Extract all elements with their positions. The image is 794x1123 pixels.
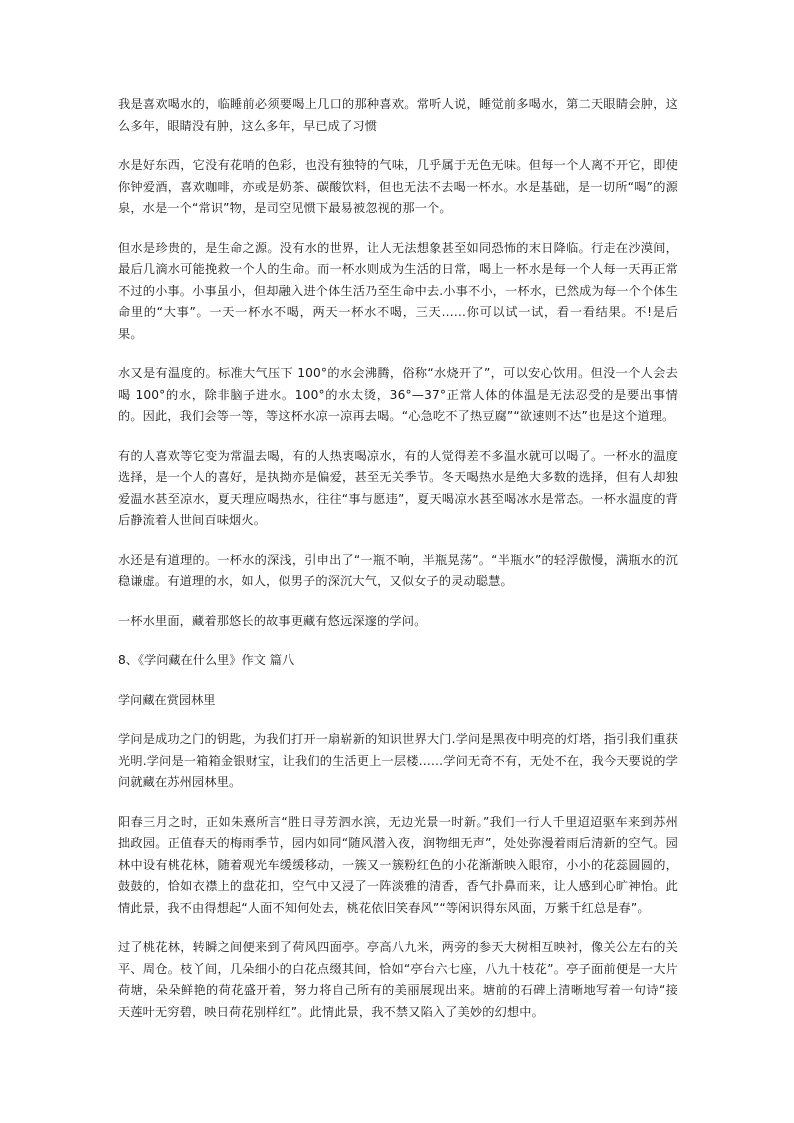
paragraph-water-preference: 有的人喜欢等它变为常温去喝，有的人热衷喝凉水，有的人觉得差不多温水就可以喝了。一杯水的温度选择，是一个人的喜好，是执拗亦是偏爱，甚至无关季节。冬天喝热水是绝大多数的选择，但有人却独爱温水甚至凉水，夏天理应喝热水，往往“事与愿违”，夏天喝凉水甚至喝冰水是常态。一杯水温度的背后静流着人世间百味烟火。 bbox=[118, 448, 678, 527]
paragraph-water-reason: 水还是有道理的。一杯水的深浅，引申出了“一瓶不响，半瓶晃荡”。“半瓶水”的轻浮傲慢，满瓶水的沉稳谦虚。有道理的水，如人，似男子的深沉大气，又似女子的灵动聪慧。 bbox=[118, 552, 678, 588]
paragraph-lotus-pavilion: 过了桃花林，转瞬之间便来到了荷风四面亭。亭高八九米，两旁的参天大树相互映衬，像关公左右的关平、周仓。枝丫间，几朵细小的白花点缀其间，恰如“亭台六七座，八九十枝花”。亭子面前便是一大片荷塘，朵朵鲜艳的荷花盛开着，努力将自己所有的美丽展现出来。塘前的石碑上清晰地写着一句诗“接天莲叶无穷碧，映日荷花别样红”。此情此景，我不禁又陷入了美妙的幻想中。 bbox=[118, 940, 678, 1019]
document-page bbox=[118, 94, 678, 1023]
paragraph-water-precious: 但水是珍贵的，是生命之源。没有水的世界，让人无法想象甚至如同恐怖的末日降临。行走在沙漠间，最后几滴水可能挽救一个人的生命。而一杯水则成为生活的日常，喝上一杯水是每一个人每一天再正常不过的小事。小事虽小，但却融入进个体生活乃至生命中去.小事不小，一杯水，已然成为每一个个体生命里的“大事”。一天一杯水不喝，两天一杯水不喝，三天……你可以试一试，看一看结果。不!是后果。 bbox=[118, 240, 678, 341]
paragraph-learning-intro: 学问是成功之门的钥匙，为我们打开一扇崭新的知识世界大门.学问是黑夜中明亮的灯塔，指引我们重获光明.学问是一箱箱金银财宝，让我们的生活更上一层楼……学问无奇不有，无处不在，我今天要说的学问就藏在苏州园林里。 bbox=[118, 732, 678, 789]
paragraph-habit: 我是喜欢喝水的，临睡前必须要喝上几口的那种喜欢。常听人说，睡觉前多喝水，第二天眼睛会肿，这么多年，眼睛没有肿，这么多年，早已成了习惯 bbox=[118, 97, 678, 133]
paragraph-peach-garden: 阳春三月之时，正如朱熹所言“胜日寻芳泗水滨，无边光景一时新。”我们一行人千里迢迢驱车来到苏州拙政园。正值春天的梅雨季节，园内如同“随风潜入夜，润物细无声”，处处弥漫着雨后清新的空气。园林中设有桃花林，随着观光车缓缓移动，一簇又一簇粉红色的小花渐渐映入眼帘，小小的花蕊圆圆的，鼓鼓的，恰如衣襟上的盘花扣，空气中又浸了一阵淡雅的清香，香气扑鼻而来，让人感到心旷神怡。此情此景，我不由得想起“人面不知何处去，桃花依旧笑春风”“等闲识得东风面，万紫千红总是春”。 bbox=[118, 814, 678, 915]
paragraph-water-temperature: 水又是有温度的。标准大气压下 100°的水会沸腾，俗称“水烧开了”，可以安心饮用。但没一个人会去喝 100°的水，除非脑子进水。100°的水太烫，36°—37°正常人体的体温是无法忍受的是要出事情的。因此，我们会等一等，等这杯水凉一凉再去喝。“心急吃不了热豆腐”“欲速则不达”也是这个道理。 bbox=[118, 366, 678, 423]
essay-title: 学问藏在赏园林里 bbox=[118, 692, 216, 707]
section-heading: 8、《学问藏在什么里》作文 篇八 bbox=[118, 653, 295, 667]
paragraph-water-conclusion: 一杯水里面，藏着那悠长的故事更藏有悠远深邃的学问。 bbox=[118, 613, 427, 628]
paragraph-water-good: 水是好东西，它没有花哨的色彩，也没有独特的气味，几乎属于无色无味。但每一个人离不开它，即使你钟爱酒，喜欢咖啡，亦或是奶茶、碳酸饮料，但也无法不去喝一杯水。水是基础，是一切所“喝”的源泉，水是一个“常识”物，是司空见惯下最易被忽视的那一个。 bbox=[118, 158, 678, 215]
